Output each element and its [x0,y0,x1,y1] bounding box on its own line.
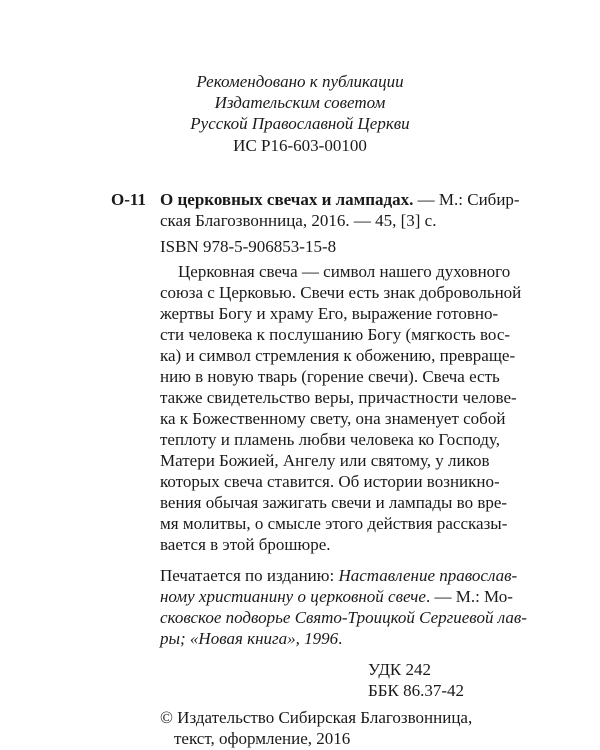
source-line-4 [160,629,342,649]
recommendation-line-2: Издательским советом [214,93,386,112]
abstract-line: жертвы Богу и храму Его, выражение готовно- [160,304,499,323]
abstract-line: также свидетельство веры, причастности челове- [160,388,517,407]
abstract-line: мя молитвы, о смысле этого действия рассказы- [160,514,508,533]
source-line-1 [160,566,518,586]
abstract-line: ка к Божественному свету, она знаменует собой [160,409,506,428]
abstract-line: ка) и символ стремления к обожению, превраще- [160,346,516,365]
recommendation-line-3: Русской Православной Церкви [190,114,410,133]
publication-info-1: — М.: Сибир- [413,190,520,209]
source-end: . [338,629,343,648]
abstract-line: Матери Божией, Ангелу или святому, у ликов [160,451,490,470]
bbk-code: ББК 86.37-42 [368,681,465,700]
catalog-title-line [160,190,520,210]
recommendation-code: ИС Р16-603-00100 [233,136,367,155]
source-line-2 [160,587,513,607]
source-title-part: Наставление православ- [338,566,518,585]
source-place: . — М.: Мо- [425,587,513,606]
abstract-line: теплоту и пламень любви человека ко Господу, [160,430,500,449]
isbn: ISBN 978-5-906853-15-8 [160,237,337,256]
publication-info-2: ская Благозвонница, 2016. — 45, [3] с. [160,211,437,230]
catalog-index: О-11 [111,190,146,209]
abstract-line: нию в новую тварь (горение свечи). Свеча есть [160,367,500,386]
udk-code: УДК 242 [368,660,432,679]
source-title-part: ному христианину о церковной свече [160,587,426,606]
recommendation-line-1: Рекомендовано к публикации [196,72,404,91]
abstract-line: союза с Церковью. Свечи есть знак добровольной [160,283,522,302]
source-publisher: ры; «Новая книга», 1996 [160,629,339,648]
abstract-line: вается в этой брошюре. [160,535,331,554]
copyright-line-1: © Издательство Сибирская Благозвонница, [160,708,473,727]
copyright-line-2: текст, оформление, 2016 [174,729,351,748]
source-line-3: сковское подворье Свято-Троицкой Сергиевой лав- [160,608,527,627]
abstract-line: вения обычая зажигать свечи и лампады во вре- [160,493,508,512]
abstract-line: сти человека к послушанию Богу (мягкость вос- [160,325,511,344]
abstract-line: Церковная свеча — символ нашего духовного [178,262,511,281]
source-intro: Печатается по изданию: [160,566,339,585]
abstract-line: которых свеча ставится. Об истории возникно- [160,472,500,491]
book-title: О церковных свечах и лампадах. [160,190,414,209]
